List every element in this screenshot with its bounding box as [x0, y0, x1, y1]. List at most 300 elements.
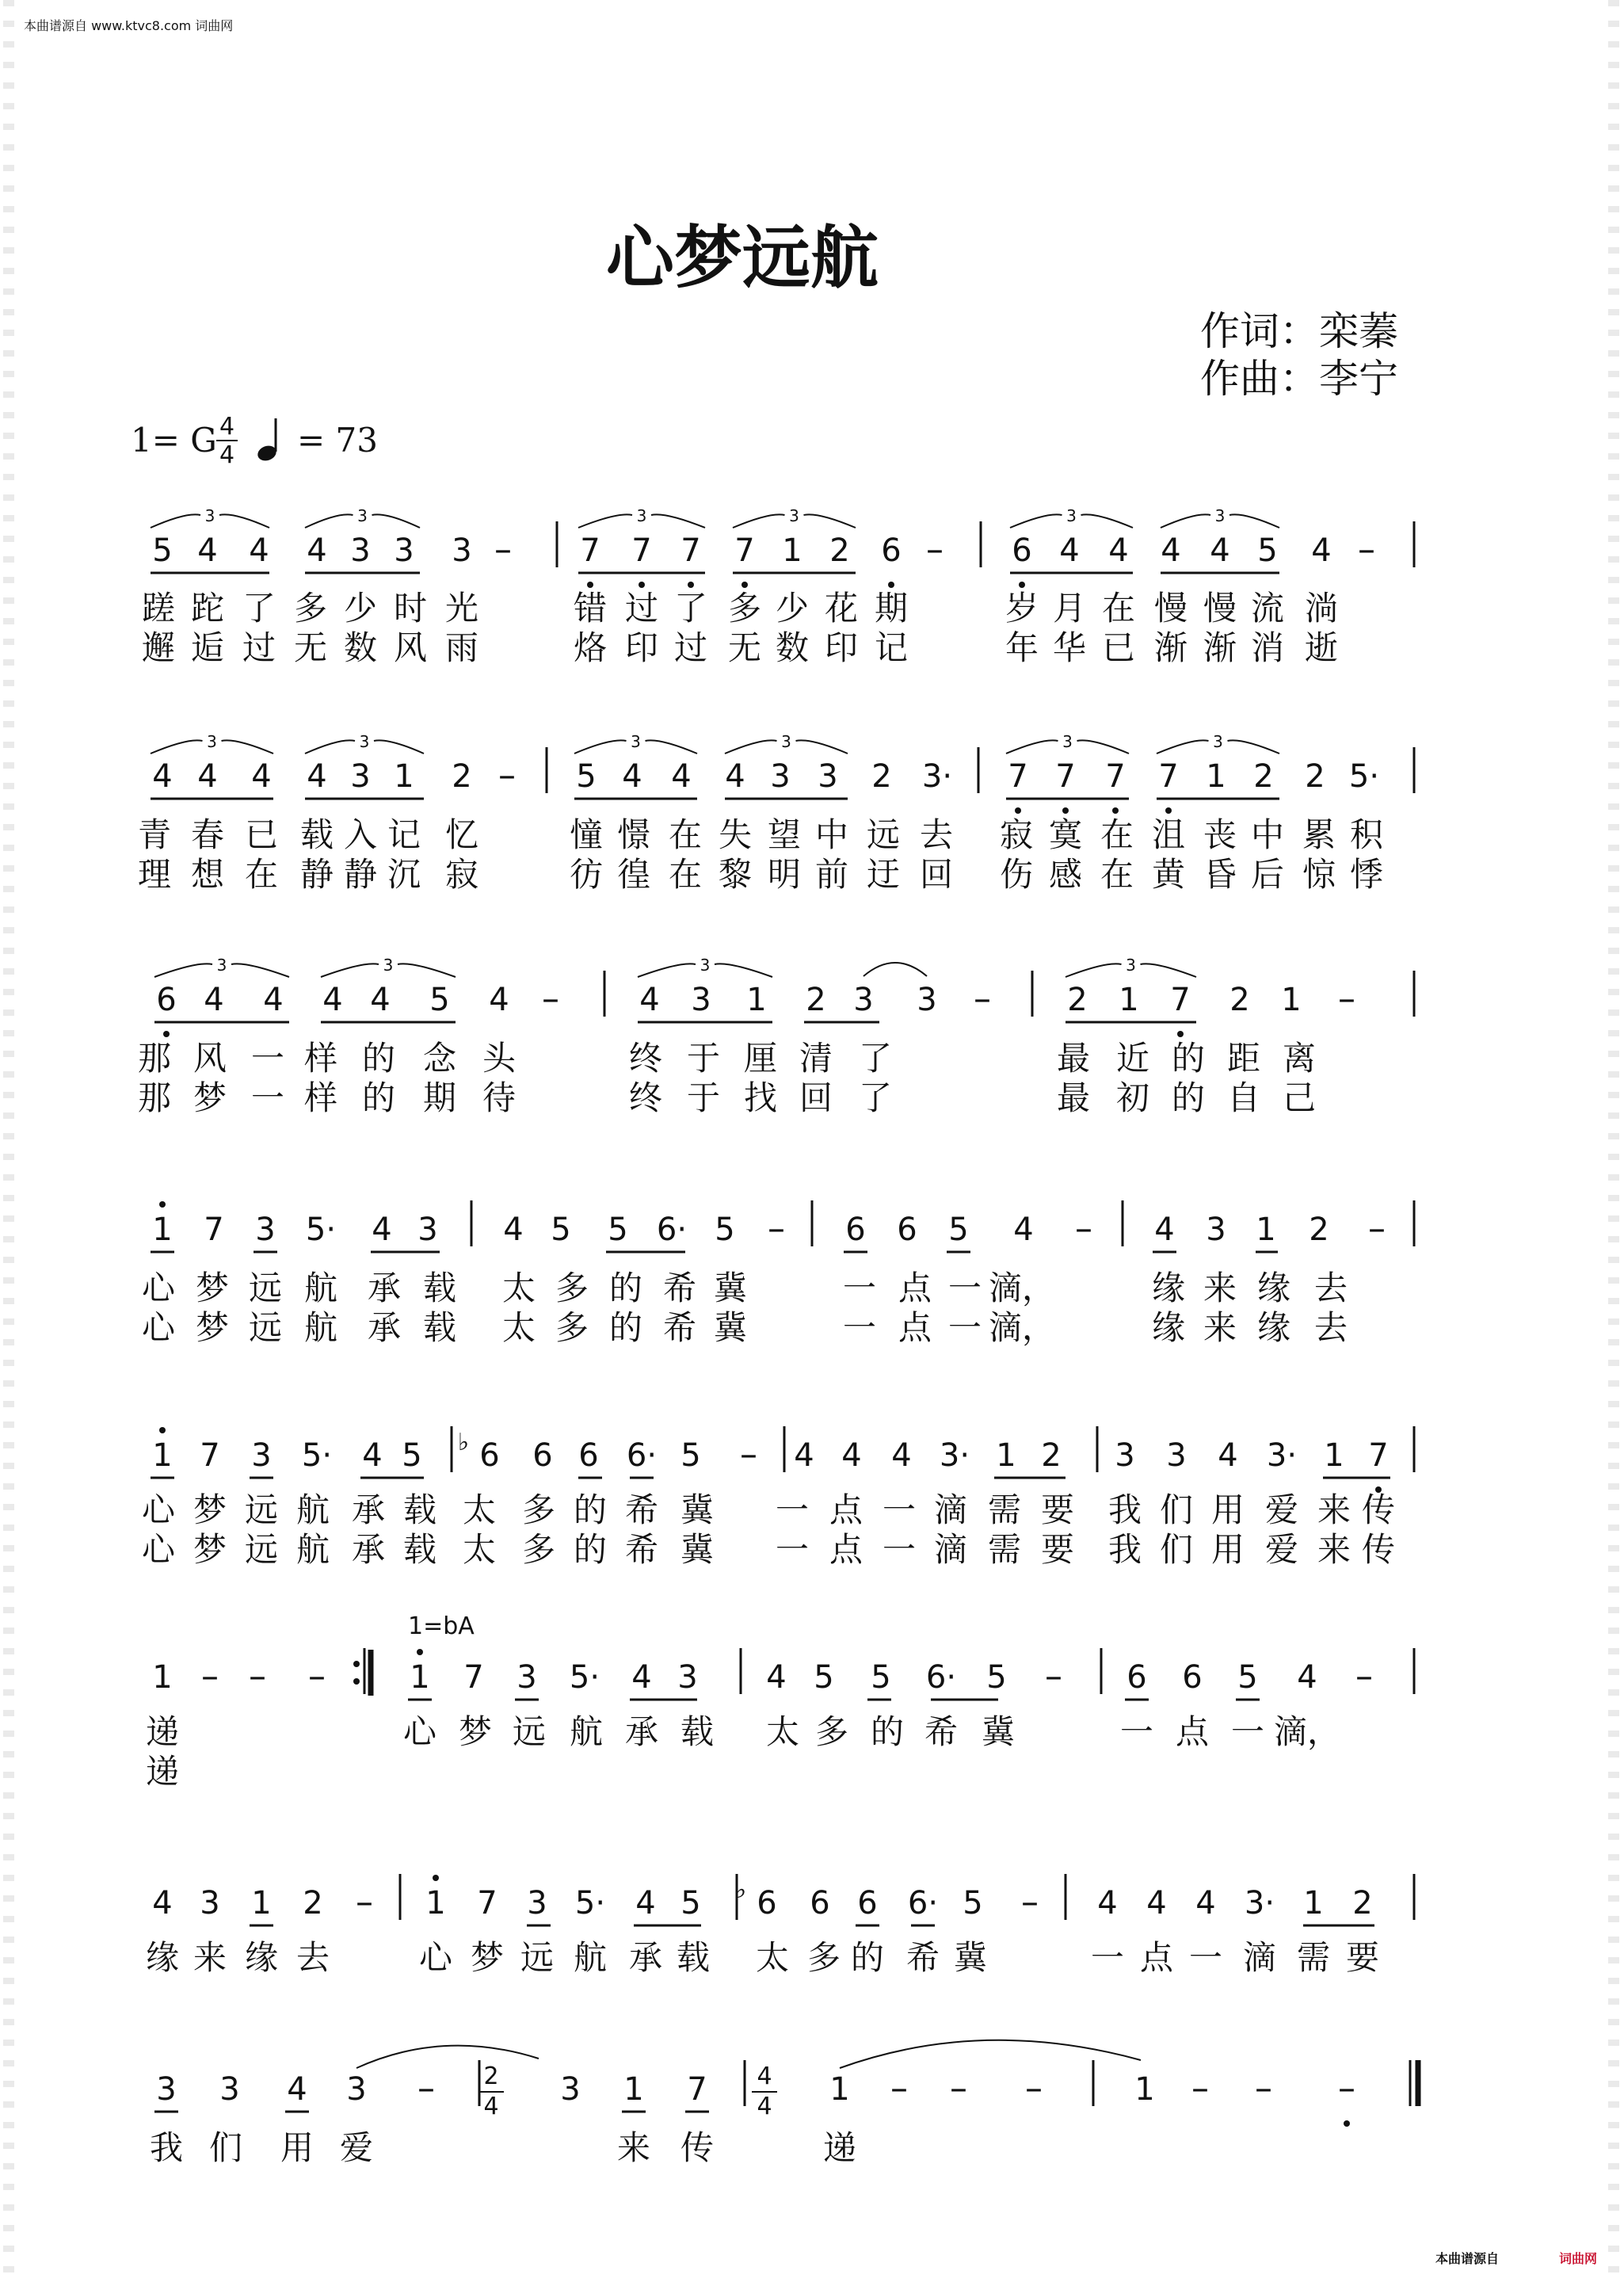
- note: 6: [479, 1437, 500, 1474]
- lyric-verse-2: 华: [1052, 628, 1087, 667]
- lyric-verse-1: 少: [775, 589, 810, 628]
- flat-sign: ♭: [734, 1876, 747, 1904]
- lyric-verse-2: 承: [367, 1308, 402, 1347]
- lyric-verse-1: 一: [842, 1269, 877, 1307]
- lyric-verse-2: 悸: [1349, 855, 1384, 894]
- note: 4: [622, 758, 642, 795]
- lyric-verse-1: 清: [799, 1039, 833, 1078]
- lyric-verse-1: 来: [1203, 1269, 1237, 1307]
- note: 6·: [626, 1437, 658, 1474]
- note: 1: [410, 1659, 430, 1696]
- lyric-verse-2: 寂: [444, 855, 479, 894]
- lyric-verse-2: 缘: [1256, 1308, 1291, 1347]
- lyric-verse-1: 一: [1188, 1938, 1223, 1977]
- sustain-dash: –: [542, 979, 559, 1019]
- note: 4: [197, 758, 218, 795]
- lyric-verse-1: 递: [145, 1712, 180, 1751]
- note: 2: [1041, 1437, 1062, 1474]
- lyric-verse-1: 积: [1349, 815, 1384, 854]
- lower-octave-dot: [888, 582, 894, 588]
- lyric-verse-1: 一: [1230, 1712, 1265, 1751]
- note: 3: [1166, 1437, 1187, 1474]
- time-change-numerator: 2: [483, 2063, 499, 2090]
- note: 3·: [1244, 1885, 1275, 1921]
- note: 4: [372, 1212, 392, 1248]
- note: 3: [394, 532, 414, 569]
- lyric-verse-1: 梦: [195, 1269, 230, 1307]
- key-time-tempo: [131, 413, 378, 469]
- lyric-verse-1: 的: [870, 1712, 905, 1751]
- lyric-verse-2: 在: [668, 855, 703, 894]
- note: 1: [782, 532, 802, 569]
- lyric-verse-1: 用: [280, 2128, 315, 2167]
- lyric-verse-1: 跎: [190, 589, 225, 628]
- repeat-dot: [353, 1678, 360, 1685]
- lyric-verse-2: 一: [947, 1308, 982, 1347]
- lyric-verse-1: 心: [418, 1938, 453, 1977]
- note: 7: [734, 532, 755, 569]
- lyric-verse-1: 点: [829, 1490, 863, 1529]
- lyric-verse-2: 样: [303, 1078, 338, 1117]
- lyric-verse-1: 寞: [1048, 815, 1083, 854]
- note: 3: [255, 1212, 276, 1248]
- note: 7: [1368, 1437, 1389, 1474]
- composer-credit: 作曲：李宁: [1200, 356, 1398, 402]
- lyric-verse-1: 希: [924, 1712, 959, 1751]
- lyric-verse-2: 滴: [933, 1530, 968, 1569]
- lyric-verse-1: 太: [501, 1269, 536, 1307]
- note: 4: [287, 2071, 307, 2108]
- lyric-verse-2: 希: [662, 1308, 697, 1347]
- lyric-verse-2: 那: [137, 1078, 172, 1117]
- lyric-verse-2: 找: [743, 1078, 778, 1117]
- sustain-dash: –: [1025, 2068, 1043, 2108]
- note: 2: [829, 532, 850, 569]
- sustain-dash: –: [1255, 2068, 1272, 2108]
- note: 1: [152, 1437, 173, 1474]
- lyric-verse-1: 去: [919, 815, 954, 854]
- sustain-dash: –: [1355, 1656, 1373, 1696]
- note: 5: [948, 1212, 969, 1248]
- lyric-verse-1: 来: [1317, 1490, 1351, 1529]
- lyric-verse-2: 想: [190, 855, 225, 894]
- lyric-verse-2: 的: [361, 1078, 396, 1117]
- lyric-verse-1: 滴，: [1273, 1712, 1341, 1751]
- lyric-verse-2: 的: [1171, 1078, 1206, 1117]
- lyric-verse-2: 昏: [1203, 855, 1237, 894]
- lyric-verse-1: 念: [422, 1039, 457, 1078]
- lyric-verse-2: 们: [1159, 1530, 1194, 1569]
- note: 4: [152, 758, 173, 795]
- note: 1: [394, 758, 414, 795]
- lyric-verse-2: 感: [1048, 855, 1083, 894]
- note: 1: [623, 2071, 644, 2108]
- lyric-verse-1: 月: [1052, 589, 1087, 628]
- note: 3: [691, 982, 711, 1018]
- note: 1: [425, 1885, 446, 1921]
- system-5: [142, 1426, 1414, 1569]
- lyric-verse-1: 希: [624, 1490, 659, 1529]
- lyric-verse-2: 要: [1040, 1530, 1075, 1569]
- triplet-number: 3: [359, 732, 370, 751]
- sustain-dash: –: [356, 1882, 373, 1922]
- note: 3: [853, 982, 874, 1018]
- lyric-verse-1: 青: [137, 815, 172, 854]
- lyric-verse-1: 于: [686, 1039, 721, 1078]
- note: 5: [551, 1212, 571, 1248]
- note: 6: [897, 1212, 917, 1248]
- lyric-verse-2: 我: [1107, 1530, 1142, 1569]
- lyric-verse-2: 爱: [1264, 1530, 1299, 1569]
- lyric-verse-2: 滴，: [988, 1308, 1056, 1347]
- note: 4: [639, 982, 660, 1018]
- lyric-verse-1: 了: [673, 589, 708, 628]
- lyric-verse-1: 期: [874, 589, 909, 628]
- note: 4: [766, 1659, 787, 1696]
- note: 3: [200, 1885, 220, 1921]
- note: 7: [204, 1212, 224, 1248]
- lyric-verse-1: 慢: [1153, 589, 1188, 628]
- lyric-verse-2: 理: [137, 855, 172, 894]
- note: 5·: [574, 1885, 606, 1921]
- lyric-verse-2: 风: [393, 628, 428, 667]
- lyric-verse-1: 厘: [743, 1039, 778, 1078]
- note: 6·: [907, 1885, 939, 1921]
- lyric-verse-2: 己: [1282, 1078, 1317, 1117]
- note: 6: [532, 1437, 553, 1474]
- lyric-verse-1: 少: [343, 589, 378, 628]
- lyric-verse-2: 伤: [999, 855, 1034, 894]
- triplet-number: 3: [1214, 506, 1226, 525]
- lyric-verse-2: 明: [767, 855, 802, 894]
- time-numerator: 4: [219, 413, 235, 441]
- system-7: [146, 1874, 1414, 1977]
- lyric-verse-1: 慢: [1203, 589, 1237, 628]
- note: 6: [845, 1212, 866, 1248]
- triplet-number: 3: [204, 506, 215, 525]
- lyric-verse-2: 迂: [866, 855, 901, 894]
- sustain-dash: –: [768, 1208, 785, 1249]
- lyric-verse-2: 邂: [141, 628, 176, 667]
- lower-octave-dot: [1344, 2120, 1350, 2127]
- lyric-verse-2: 多: [521, 1530, 556, 1569]
- lyric-verse-1: 头: [482, 1039, 517, 1078]
- lyric-verse-2: 缘: [1151, 1308, 1186, 1347]
- note: 4: [251, 758, 272, 795]
- lyric-verse-2: 过: [242, 628, 276, 667]
- lyric-verse-1: 滴: [933, 1490, 968, 1529]
- lyric-verse-1: 们: [1159, 1490, 1194, 1529]
- lyric-verse-2: 冀: [680, 1530, 715, 1569]
- lyric-verse-2: 静: [343, 855, 378, 894]
- note: 3·: [921, 758, 953, 795]
- note: 4: [489, 982, 509, 1018]
- note: 6: [1127, 1659, 1147, 1696]
- lyric-verse-2: 记: [874, 628, 909, 667]
- slur-arc: [840, 2040, 1141, 2068]
- lyric-verse-1: 缘: [244, 1938, 279, 1977]
- lyric-verse-1: 蹉: [141, 589, 176, 628]
- lyric-verse-1: 岁: [1005, 589, 1039, 628]
- note: 5·: [1348, 758, 1380, 795]
- lyric-verse-1: 滴，: [988, 1269, 1056, 1307]
- lyric-verse-2: 无: [727, 628, 762, 667]
- note: 5: [402, 1437, 422, 1474]
- note: 7: [1008, 758, 1028, 795]
- note: 3·: [939, 1437, 970, 1474]
- lyric-verse-2: 消: [1250, 628, 1285, 667]
- lyric-verse-1: 记: [387, 815, 421, 854]
- lyricist-credit: 作词：栾蓁: [1200, 308, 1398, 354]
- lyric-verse-2: 静: [299, 855, 334, 894]
- note: 4: [841, 1437, 862, 1474]
- lyric-verse-2: 一: [775, 1530, 810, 1569]
- lower-octave-dot: [1165, 807, 1172, 814]
- note: 6·: [925, 1659, 957, 1696]
- note: 5: [576, 758, 597, 795]
- note: 1: [152, 1212, 173, 1248]
- lyric-verse-1: 点: [898, 1269, 932, 1307]
- lyric-verse-1: 了: [242, 589, 276, 628]
- lyric-verse-1: 沮: [1151, 815, 1186, 854]
- note: 7: [631, 532, 652, 569]
- lyric-verse-1: 来: [193, 1938, 227, 1977]
- note: 3: [417, 1212, 438, 1248]
- triplet-number: 3: [1213, 732, 1223, 751]
- time-change-denominator: 4: [483, 2093, 499, 2120]
- triplet-number: 3: [383, 956, 394, 975]
- lyric-verse-1: 失: [718, 815, 753, 854]
- lyric-verse-1: 爱: [1264, 1490, 1299, 1529]
- lyric-verse-1: 近: [1115, 1039, 1150, 1078]
- lower-octave-dot: [741, 582, 748, 588]
- time-change-denominator: 4: [757, 2093, 772, 2120]
- note: 4: [152, 1885, 173, 1921]
- lyric-verse-1: 要: [1040, 1490, 1075, 1529]
- note: 6: [156, 982, 177, 1018]
- footer-source-label: 本曲谱源自: [1435, 2251, 1500, 2266]
- triplet-number: 3: [357, 506, 368, 525]
- lower-octave-dot: [1112, 807, 1119, 814]
- note: 5: [1257, 532, 1278, 569]
- sustain-dash: –: [308, 1656, 326, 1696]
- system-4: [142, 1200, 1414, 1347]
- system-3: [138, 956, 1414, 1117]
- sustain-dash: –: [1045, 1656, 1062, 1696]
- note: 3: [818, 758, 838, 795]
- tempo-mark: = 73: [297, 421, 378, 460]
- lyric-verse-1: 一: [250, 1039, 285, 1078]
- note: 7: [687, 2071, 707, 2108]
- note: 5: [680, 1885, 701, 1921]
- note: 7: [200, 1437, 220, 1474]
- lyric-verse-1: 终: [628, 1039, 663, 1078]
- lyric-verse-2: 彷: [569, 855, 604, 894]
- lyric-verse-1: 心: [141, 1269, 176, 1307]
- note: 4: [671, 758, 692, 795]
- note: 1: [829, 2071, 850, 2108]
- lyric-verse-1: 载: [676, 1938, 711, 1977]
- lyric-verse-2: 终: [628, 1078, 663, 1117]
- lyric-verse-2: 去: [1313, 1308, 1348, 1347]
- note: 2: [1253, 758, 1274, 795]
- lyric-verse-2: 惊: [1302, 855, 1336, 894]
- lyric-verse-2: 在: [244, 855, 279, 894]
- note: 1: [1256, 1212, 1276, 1248]
- triplet-number: 3: [781, 732, 791, 751]
- lyric-verse-2: 梦: [193, 1530, 227, 1569]
- lyric-verse-1: 缘: [1151, 1269, 1186, 1307]
- lyric-verse-2: 年: [1005, 628, 1039, 667]
- lyric-verse-1: 入: [343, 815, 378, 854]
- lyric-verse-1: 去: [1313, 1269, 1348, 1307]
- sustain-dash: –: [1021, 1882, 1039, 1922]
- lyric-verse-2: 来: [1203, 1308, 1237, 1347]
- lyric-verse-1: 多: [814, 1712, 849, 1751]
- note: 2: [1305, 758, 1325, 795]
- lyric-verse-1: 过: [624, 589, 659, 628]
- lyric-verse-2: 印: [824, 628, 859, 667]
- lyric-verse-2: 后: [1250, 855, 1285, 894]
- lyric-verse-1: 太: [765, 1712, 800, 1751]
- lyric-verse-1: 太: [462, 1490, 497, 1529]
- triplet-number: 3: [216, 956, 227, 975]
- lyric-verse-2: 已: [1101, 628, 1136, 667]
- lyric-verse-1: 在: [668, 815, 703, 854]
- note: 3: [770, 758, 791, 795]
- note: 4: [1297, 1659, 1317, 1696]
- note: 4: [635, 1885, 656, 1921]
- note: 7: [680, 532, 701, 569]
- lyric-verse-1: 望: [767, 815, 802, 854]
- lyric-verse-1: 多: [521, 1490, 556, 1529]
- lyric-verse-1: 远: [866, 815, 901, 854]
- note: 6: [578, 1437, 599, 1474]
- note: 3: [452, 532, 472, 569]
- note: 6: [810, 1885, 830, 1921]
- lyric-verse-2: 前: [814, 855, 849, 894]
- lyric-verse-1: 爱: [339, 2128, 374, 2167]
- lyric-verse-1: 航: [295, 1490, 330, 1529]
- upper-octave-dot: [159, 1427, 166, 1433]
- quarter-note-icon: [256, 418, 279, 464]
- lyric-verse-2: 航: [303, 1308, 338, 1347]
- note: 4: [322, 982, 343, 1018]
- lyric-verse-1: 承: [628, 1938, 663, 1977]
- lyric-verse-1: 递: [822, 2128, 857, 2167]
- lyric-verse-1: 缘: [1256, 1269, 1291, 1307]
- note: 3: [677, 1659, 698, 1696]
- note: 5·: [301, 1437, 333, 1474]
- lyric-verse-2: 来: [1317, 1530, 1351, 1569]
- lyric-verse-2: 心: [141, 1530, 176, 1569]
- note: 4: [307, 758, 327, 795]
- lyric-verse-2: 梦: [193, 1078, 227, 1117]
- lyric-verse-1: 要: [1345, 1938, 1380, 1977]
- note: 5: [608, 1212, 628, 1248]
- system-8: [150, 2040, 1418, 2167]
- lyric-verse-1: 希: [662, 1269, 697, 1307]
- note: 4: [725, 758, 745, 795]
- lyric-verse-1: 多: [555, 1269, 589, 1307]
- note: 3: [917, 982, 937, 1018]
- lyric-verse-2: 一: [882, 1530, 917, 1569]
- lyric-verse-2: 数: [343, 628, 378, 667]
- lyric-verse-1: 时: [393, 589, 428, 628]
- lyric-verse-2: 自: [1226, 1078, 1261, 1117]
- lyric-verse-1: 寂: [999, 815, 1034, 854]
- lyric-verse-2: 的: [608, 1308, 643, 1347]
- note: 4: [197, 532, 218, 569]
- upper-octave-dot: [159, 1201, 166, 1208]
- lyric-verse-2: 回: [799, 1078, 833, 1117]
- triplet-number: 3: [1126, 956, 1136, 975]
- lower-octave-dot: [163, 1031, 170, 1037]
- note: 1: [152, 1659, 173, 1696]
- note: 5: [152, 532, 173, 569]
- lower-octave-dot: [1177, 1031, 1184, 1037]
- lyric-verse-2: 沉: [387, 855, 421, 894]
- lyric-verse-2: 载: [422, 1308, 457, 1347]
- lyric-verse-1: 光: [444, 589, 479, 628]
- note: 3: [517, 1659, 537, 1696]
- lyric-verse-1: 的: [1171, 1039, 1206, 1078]
- lyric-verse-2: 用: [1210, 1530, 1245, 1569]
- lyric-verse-2: 最: [1056, 1078, 1091, 1117]
- song-title: 心梦远航: [606, 218, 879, 298]
- note: 2: [1309, 1212, 1329, 1248]
- lyric-verse-2: 远: [244, 1530, 279, 1569]
- lyric-verse-1: 我: [1107, 1490, 1142, 1529]
- lyric-verse-2: 多: [555, 1308, 589, 1347]
- tie-arc: [863, 963, 927, 976]
- lyric-verse-2: 梦: [195, 1308, 230, 1347]
- lyric-verse-1: 花: [824, 589, 859, 628]
- lyric-verse-1: 样: [303, 1039, 338, 1078]
- triplet-number: 3: [631, 732, 641, 751]
- lyric-verse-2: 一: [842, 1308, 877, 1347]
- lyric-verse-2: 逝: [1304, 628, 1339, 667]
- lyric-verse-1: 远: [520, 1938, 555, 1977]
- note: 3: [219, 2071, 240, 2108]
- note: 7: [1170, 982, 1191, 1018]
- lyric-verse-1: 远: [248, 1269, 283, 1307]
- lyric-verse-1: 点: [1175, 1712, 1210, 1751]
- note: 6·: [656, 1212, 688, 1248]
- lyric-verse-2: 承: [351, 1530, 386, 1569]
- lyric-verse-1: 缘: [145, 1938, 180, 1977]
- lower-octave-dot: [587, 582, 593, 588]
- upper-octave-dot: [433, 1875, 439, 1881]
- note: 7: [463, 1659, 484, 1696]
- lyric-verse-1: 希: [905, 1938, 940, 1977]
- lyric-verse-1: 距: [1226, 1039, 1261, 1078]
- lyric-verse-1: 梦: [458, 1712, 493, 1751]
- time-denominator: 4: [219, 441, 235, 469]
- note: 4: [1218, 1437, 1238, 1474]
- note: 2: [1352, 1885, 1373, 1921]
- note: 3: [350, 758, 371, 795]
- note: 4: [1146, 1885, 1167, 1921]
- lyric-verse-2: 的: [573, 1530, 608, 1569]
- lyric-verse-1: 离: [1282, 1039, 1317, 1078]
- lyric-verse-1: 航: [573, 1938, 608, 1977]
- lower-octave-dot: [688, 582, 694, 588]
- lyric-verse-1: 传: [680, 2128, 715, 2167]
- lyric-verse-1: 点: [1139, 1938, 1174, 1977]
- lyric-verse-1: 需: [987, 1490, 1022, 1529]
- note: 5: [814, 1659, 834, 1696]
